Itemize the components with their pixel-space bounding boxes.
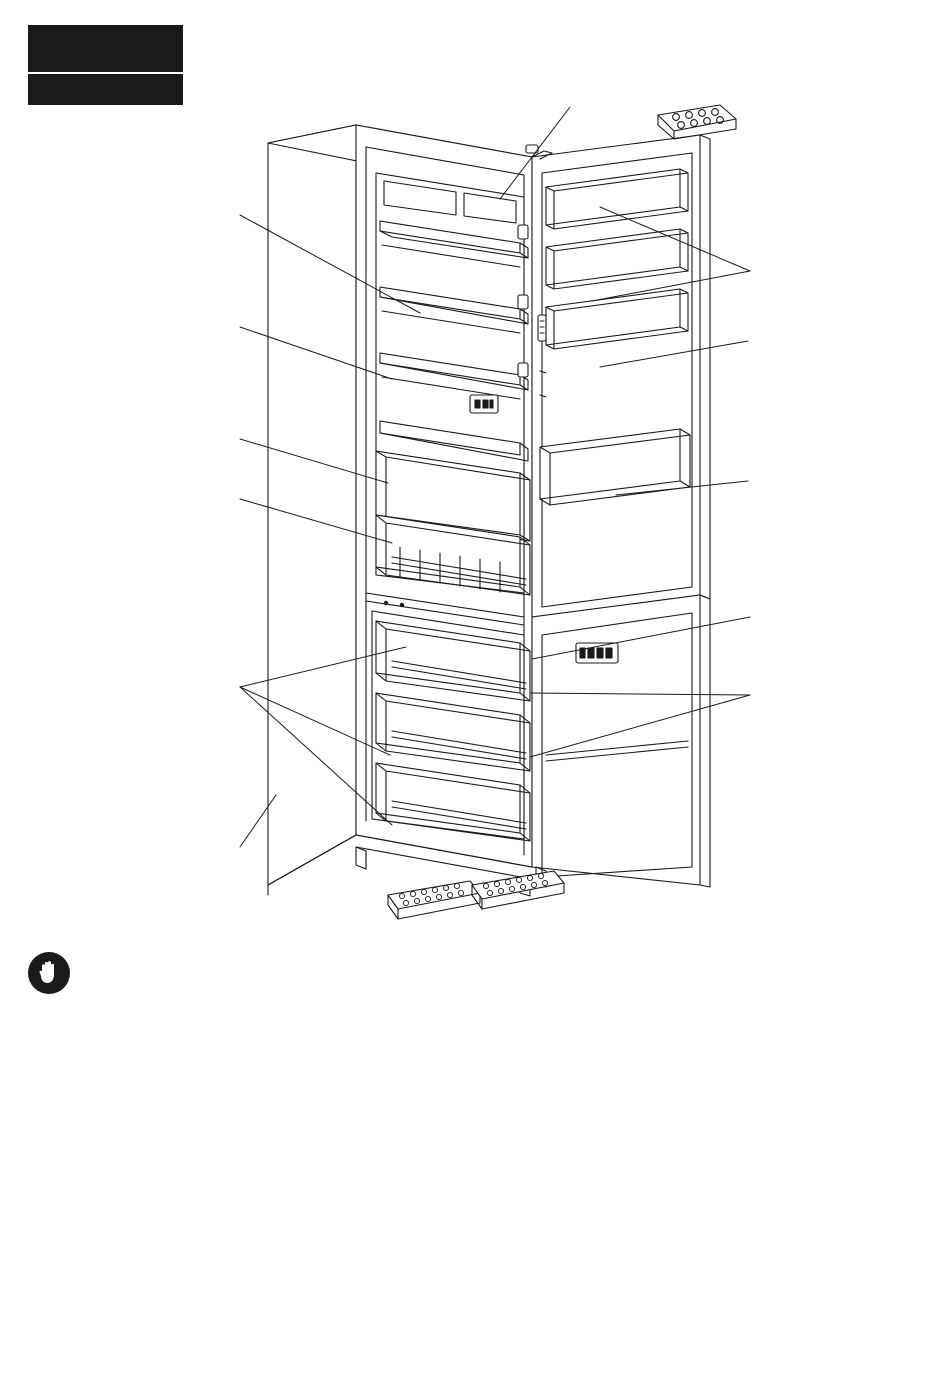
header-divider — [28, 72, 183, 74]
freezer-compartment — [372, 611, 530, 841]
fridge-control-panel — [470, 395, 498, 413]
hand-warning-icon — [28, 952, 70, 994]
refrigerator-diagram — [180, 95, 950, 975]
ice-cube-tray-right — [472, 871, 564, 909]
fridge-door — [518, 135, 710, 617]
header-block — [28, 25, 183, 105]
ice-cube-tray-left — [388, 881, 480, 919]
fridge-compartment — [366, 173, 530, 625]
freezer-door — [532, 595, 710, 887]
note-row — [28, 952, 918, 1012]
egg-tray — [658, 105, 736, 139]
